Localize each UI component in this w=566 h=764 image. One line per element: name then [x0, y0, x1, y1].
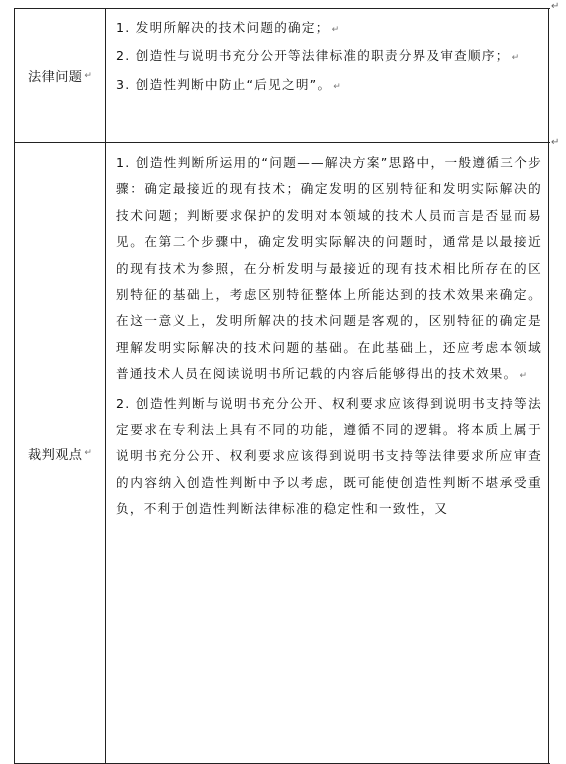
paragraph-mark-icon: ↵	[551, 1, 560, 12]
paragraph-mark-icon: ↵	[511, 53, 520, 64]
case-table	[14, 8, 550, 764]
row-label: 裁判观点	[28, 447, 83, 463]
paragraph-mark-icon: ↵	[333, 81, 341, 92]
legal-issue-item: 2. 创造性与说明书充分公开等法律标准的职责分界及审查顺序； ↵	[116, 48, 520, 64]
table-row-ruling-opinion	[15, 143, 550, 764]
paragraph-mark-icon: ↵	[84, 448, 92, 458]
ruling-paragraph: 2. 创造性判断与说明书充分公开、权利要求应该得到说明书支持等法定要求在专利法上具有不同的功能，遵循不同的逻辑。将本质上属于说明书充分公开、权利要求应该得到说明书支持等法律要求所应审查的内容纳入创造性判断中予以考虑，既可能使创造性判断不堪承受重负，不利于创造性判断法律标准的稳定性和一致性，又	[116, 395, 542, 517]
row-content-cell	[106, 9, 549, 142]
row-label-cell	[15, 143, 106, 763]
paragraph-mark-icon: ↵	[331, 25, 340, 35]
paragraph-mark-icon: ↵	[84, 70, 92, 81]
row-label-cell	[15, 9, 106, 142]
legal-issue-item: 3. 创造性判断中防止“后见之明”。 ↵	[116, 76, 341, 92]
paragraph-mark-icon: ↵	[551, 137, 560, 148]
legal-issue-item: 1. 发明所解决的技术问题的确定； ↵	[116, 20, 340, 35]
ruling-paragraph: 1. 创造性判断所运用的“问题——解决方案”思路中，一般遵循三个步骤：确定最接近的现有技术；确定发明的区别特征和发明实际解决的技术问题；判断要求保护的发明对本领域的技术人员而言是否显而易见。在第二个步骤中，确定发明实际解决的问题时，通常是以最接近的现有技术为参照，在分析发明与最接近的现有技术相比所存在的区别特征的基础上，考虑区别特征整体上所能达到的技术效果来确定。在这一意义上，发明所解决的技术问题是客观的，区别特征的确定是理解发明实际解决的技术问题的基础。在此基础上，还应考虑本领域普通技术人员在阅读说明书所记载的内容后能够得出的技术效果。 ↵	[116, 155, 542, 382]
table-row-legal-issues	[15, 9, 550, 143]
row-content-cell	[106, 143, 549, 763]
row-label: 法律问题	[28, 70, 83, 85]
paragraph-mark-icon: ↵	[519, 371, 528, 382]
